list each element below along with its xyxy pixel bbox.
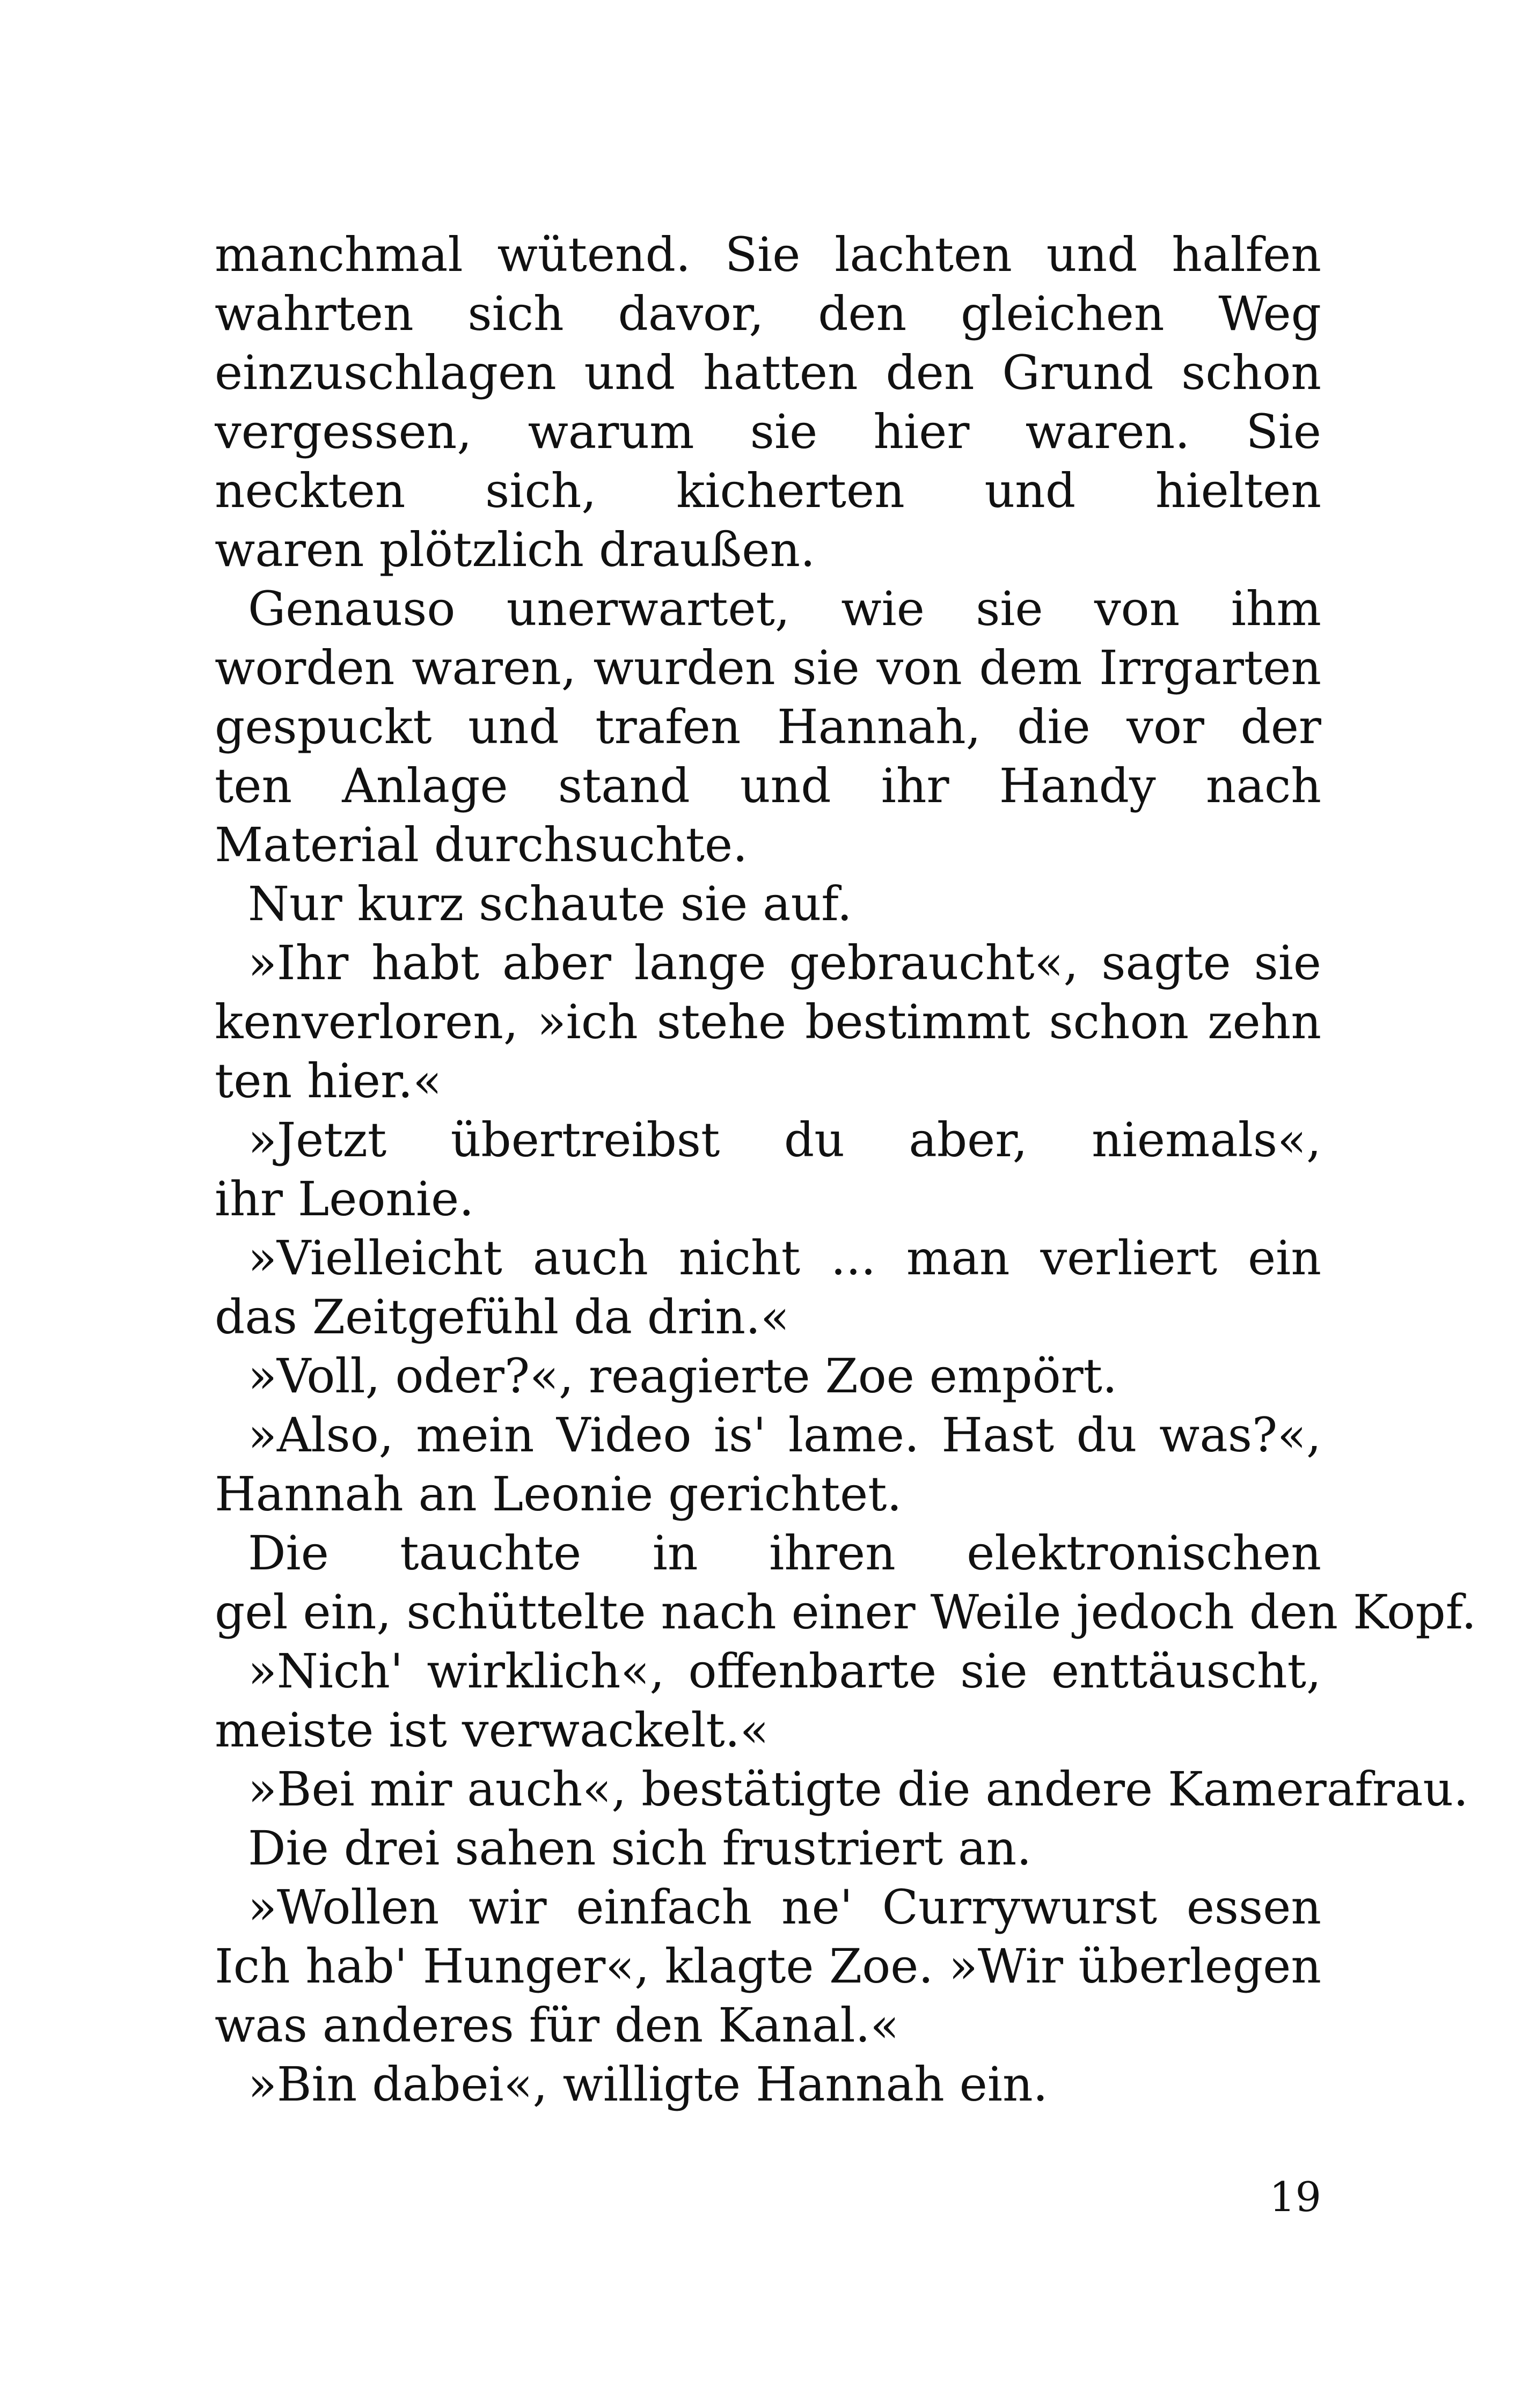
text-line: das Zeitgefühl da drin.« — [215, 1289, 789, 1345]
paragraph — [215, 1642, 1321, 1760]
paragraph — [215, 1111, 1321, 1229]
text-line: »Voll, oder?«, reagierte Zoe empört. — [248, 1348, 1118, 1404]
text-line: »Jetzt übertreibst du aber, niemals«, — [248, 1112, 1321, 1168]
paragraph — [215, 2055, 1321, 2114]
text-line: gel ein, schüttelte nach einer Weile jedoch den Kopf. — [215, 1584, 1477, 1640]
paragraph — [215, 934, 1321, 1111]
text-line: wahrten sich davor, den gleichen Weg — [215, 286, 1321, 341]
paragraph — [215, 1819, 1321, 1878]
page-number: 19 — [1269, 2173, 1321, 2221]
text-line: Hannah an Leonie gerichtet. — [215, 1466, 902, 1522]
text-line: »Nich' wirklich«, offenbarte sie enttäuscht, — [248, 1643, 1321, 1699]
paragraph — [215, 875, 1321, 934]
paragraph — [215, 1524, 1477, 1642]
text-line: ten Anlage stand und ihr Handy nach — [215, 758, 1321, 813]
text-line: was anderes für den Kanal.« — [215, 1998, 899, 2053]
text-line: neckten sich, kicherten und hielten — [215, 463, 1321, 518]
text-line: worden waren, wurden sie von dem Irrgarten — [215, 640, 1321, 695]
text-line: Nur kurz schaute sie auf. — [248, 876, 852, 931]
paragraph — [215, 1347, 1321, 1406]
text-line: meiste ist verwackelt.« — [215, 1702, 769, 1758]
text-line: ten hier.« — [215, 1053, 442, 1108]
text-line: kenverloren, »ich stehe bestimmt schon zehn — [215, 994, 1321, 1049]
text-line: »Also, mein Video is' lame. Hast du was?«, — [248, 1407, 1321, 1463]
text-line: »Wollen wir einfach ne' Currywurst essen — [248, 1880, 1321, 1935]
text-line: Ich hab' Hunger«, klagte Zoe. »Wir überlegen — [215, 1939, 1321, 1994]
body-text — [215, 225, 1477, 2114]
text-line: vergessen, warum sie hier waren. Sie — [215, 404, 1321, 459]
text-line: »Bin dabei«, willigte Hannah ein. — [248, 2057, 1048, 2112]
paragraph — [215, 579, 1321, 875]
text-line: einzuschlagen und hatten den Grund schon — [215, 345, 1321, 400]
text-line: »Vielleicht auch nicht ... man verliert ein — [248, 1230, 1321, 1286]
text-line: gespuckt und trafen Hannah, die vor der — [215, 699, 1321, 754]
text-line: waren plötzlich draußen. — [215, 522, 816, 577]
text-line: »Bei mir auch«, bestätigte die andere Kamerafrau. — [248, 1761, 1469, 1817]
text-line: ihr Leonie. — [215, 1171, 474, 1227]
text-line: Die drei sahen sich frustriert an. — [248, 1820, 1032, 1876]
paragraph — [215, 1878, 1321, 2055]
paragraph — [215, 225, 1321, 579]
text-line: Genauso unerwartet, wie sie von ihm — [248, 581, 1321, 636]
text-line: Material durchsuchte. — [215, 817, 748, 872]
text-line: »Ihr habt aber lange gebraucht«, sagte sie — [248, 935, 1321, 990]
paragraph — [215, 1406, 1321, 1524]
text-line: Die tauchte in ihren elektronischen — [248, 1525, 1321, 1581]
text-line: manchmal wütend. Sie lachten und halfen — [215, 227, 1321, 282]
paragraph — [215, 1760, 1469, 1819]
paragraph — [215, 1229, 1321, 1347]
